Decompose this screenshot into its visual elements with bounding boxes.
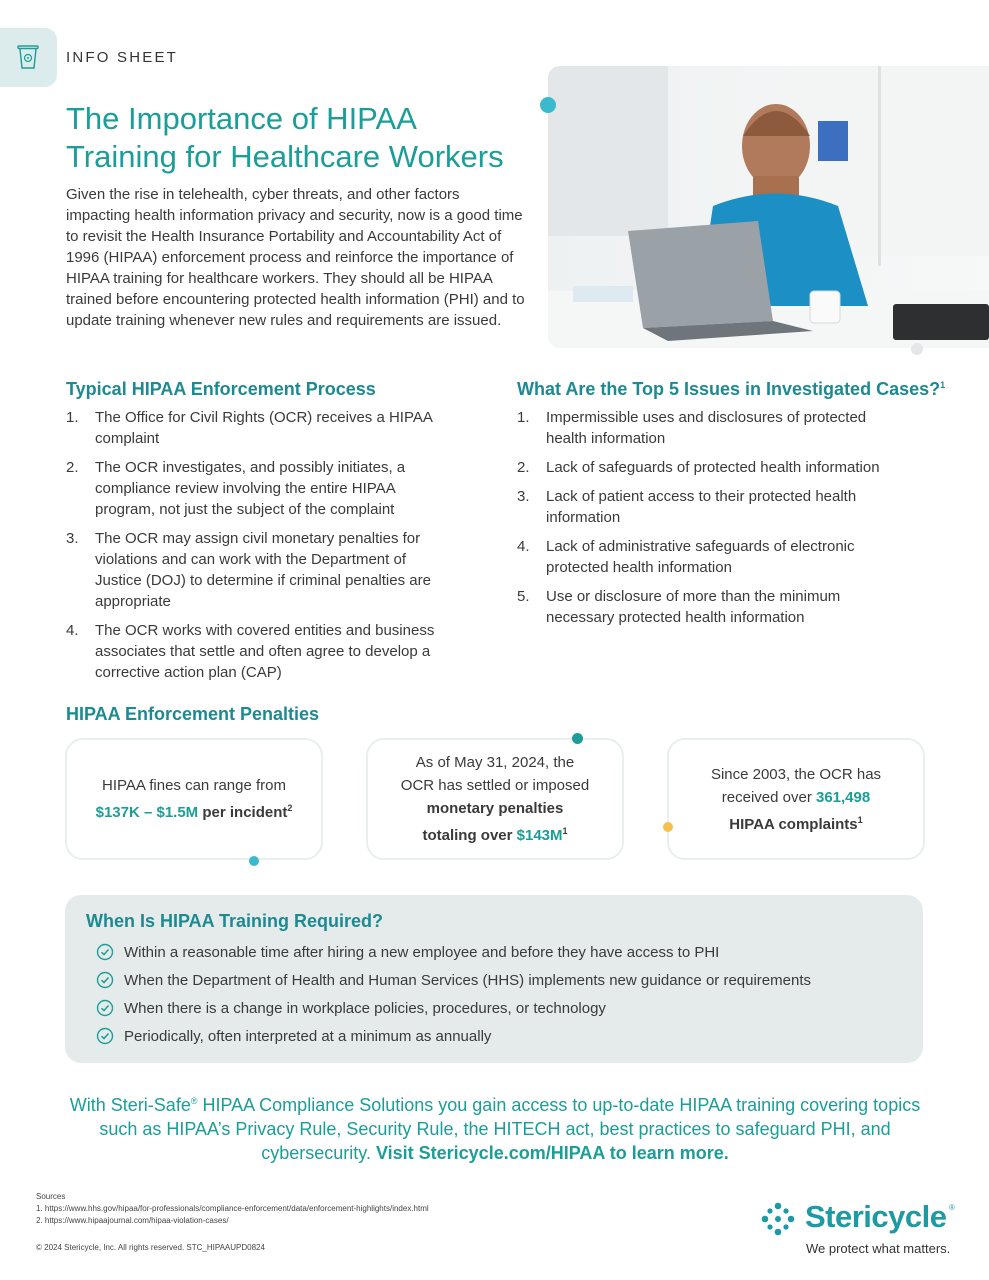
list-item: 1. Impermissible uses and disclosures of protected health information bbox=[517, 409, 867, 447]
check-circle-icon bbox=[96, 943, 114, 961]
decor-dot-cyan bbox=[249, 856, 259, 866]
list-item: 4. Lack of administrative safeguards of electronic protected health information bbox=[517, 538, 855, 576]
list-item: 3. The OCR may assign civil monetary penalties for violations and can work with the Department of Justice (DOJ) to determine if criminal penalties are appropriate bbox=[66, 530, 431, 610]
logo-tagline: We protect what matters. bbox=[806, 1241, 951, 1256]
logo-wordmark: Stericycle bbox=[805, 1199, 947, 1234]
cta-link[interactable]: Visit Stericycle.com/HIPAA to learn more. bbox=[375, 1143, 729, 1163]
page-title bbox=[66, 100, 536, 176]
list-item: 2. Lack of safeguards of protected health information bbox=[517, 459, 880, 476]
intro-paragraph: Given the rise in telehealth, cyber threats, and other factors impacting health information privacy and security, now is a good time to revisit the Health Insurance Portability and Accountability Act of 1996 (HIPAA) enforcement process and reinforce the importance of HIPAA training for healthcare workers. They should all be HIPAA trained before encountering protected health information (PHI) and to update training whenever new rules and requirements are issued. bbox=[66, 186, 525, 329]
info-sheet-label: INFO SHEET bbox=[66, 49, 179, 66]
check-circle-icon bbox=[96, 1027, 114, 1045]
title-line-2: Training for Healthcare Workers bbox=[66, 139, 504, 174]
decor-dot-blue bbox=[540, 97, 556, 113]
issues-title: What Are the Top 5 Issues in Investigated Cases?$^1$ bbox=[517, 379, 946, 399]
stericycle-logo-icon bbox=[760, 1201, 796, 1237]
training-item: Within a reasonable time after hiring a new employee and before they have access to PHI bbox=[96, 941, 719, 963]
logo-registered: ® bbox=[949, 1203, 955, 1212]
source-link[interactable]: 2. https://www.hipaajournal.com/hipaa-violation-cases/ bbox=[36, 1216, 229, 1225]
penalty-card-complaints: Since 2003, the OCR has received over 361,498 HIPAA complaints$^1$ bbox=[667, 738, 925, 860]
penalties-title: HIPAA Enforcement Penalties bbox=[66, 704, 320, 724]
penalty-card-settled: As of May 31, 2024, the OCR has settled or imposed monetary penalties totaling over $\$143M^1$ bbox=[366, 738, 624, 860]
healthcare-worker-photo bbox=[548, 66, 989, 348]
decor-dot-grey bbox=[911, 343, 923, 355]
list-item: 3. Lack of patient access to their protected health information bbox=[517, 488, 857, 526]
training-title: When Is HIPAA Training Required? bbox=[86, 911, 384, 931]
info-sheet-tab bbox=[0, 28, 57, 87]
decor-dot-teal bbox=[572, 733, 583, 744]
list-item: 2. The OCR investigates, and possibly initiates, a compliance review involving the entire HIPAA program, not just the subject of the complaint bbox=[66, 459, 406, 518]
source-link[interactable]: 1. https://www.hhs.gov/hipaa/for-professionals/compliance-enforcement/data/enforcement-highlights/index.html bbox=[36, 1204, 429, 1213]
enforcement-title: Typical HIPAA Enforcement Process bbox=[66, 379, 376, 399]
training-item: When the Department of Health and Human Services (HHS) implements new guidance or requirements bbox=[96, 969, 811, 991]
enforcement-list bbox=[66, 407, 456, 691]
list-item: 1. The Office for Civil Rights (OCR) receives a HIPAA complaint bbox=[66, 409, 433, 447]
copyright: © 2024 Stericycle, Inc. All rights reserved. STC_HIPAAUPD0824 bbox=[36, 1243, 265, 1252]
list-item: 5. Use or disclosure of more than the minimum necessary protected health information bbox=[517, 588, 841, 626]
biohazard-bin-icon bbox=[0, 28, 57, 87]
training-item: Periodically, often interpreted at a minimum as annually bbox=[96, 1025, 491, 1047]
cta-paragraph: With Steri-Safe® HIPAA Compliance Solutions you gain access to up-to-date HIPAA training covering topics such as HIPAA’s Privacy Rule, Security Rule, the HITECH act, best practices to safeguard PHI, and cybersecurity. Visit Stericycle.com/HIPAA to learn more. bbox=[69, 1095, 921, 1163]
training-item: When there is a change in workplace policies, procedures, or technology bbox=[96, 997, 606, 1019]
title-line-1: The Importance of HIPAA bbox=[66, 101, 417, 136]
sources: Sources 1. https://www.hhs.gov/hipaa/for-professionals/compliance-enforcement/data/enforcement-highlights/index.html 2. https://www.hipaajournal.com/hipaa-violation-cases/ bbox=[36, 1192, 429, 1225]
penalty-card-fines: HIPAA fines can range from $137K – $1.5M per incident$^2$ bbox=[65, 738, 323, 860]
check-circle-icon bbox=[96, 971, 114, 989]
list-item: 4. The OCR works with covered entities and business associates that settle and often agree to develop a corrective action plan (CAP) bbox=[66, 622, 435, 681]
decor-dot-yellow bbox=[663, 822, 673, 832]
issues-list bbox=[517, 407, 902, 636]
check-circle-icon bbox=[96, 999, 114, 1017]
